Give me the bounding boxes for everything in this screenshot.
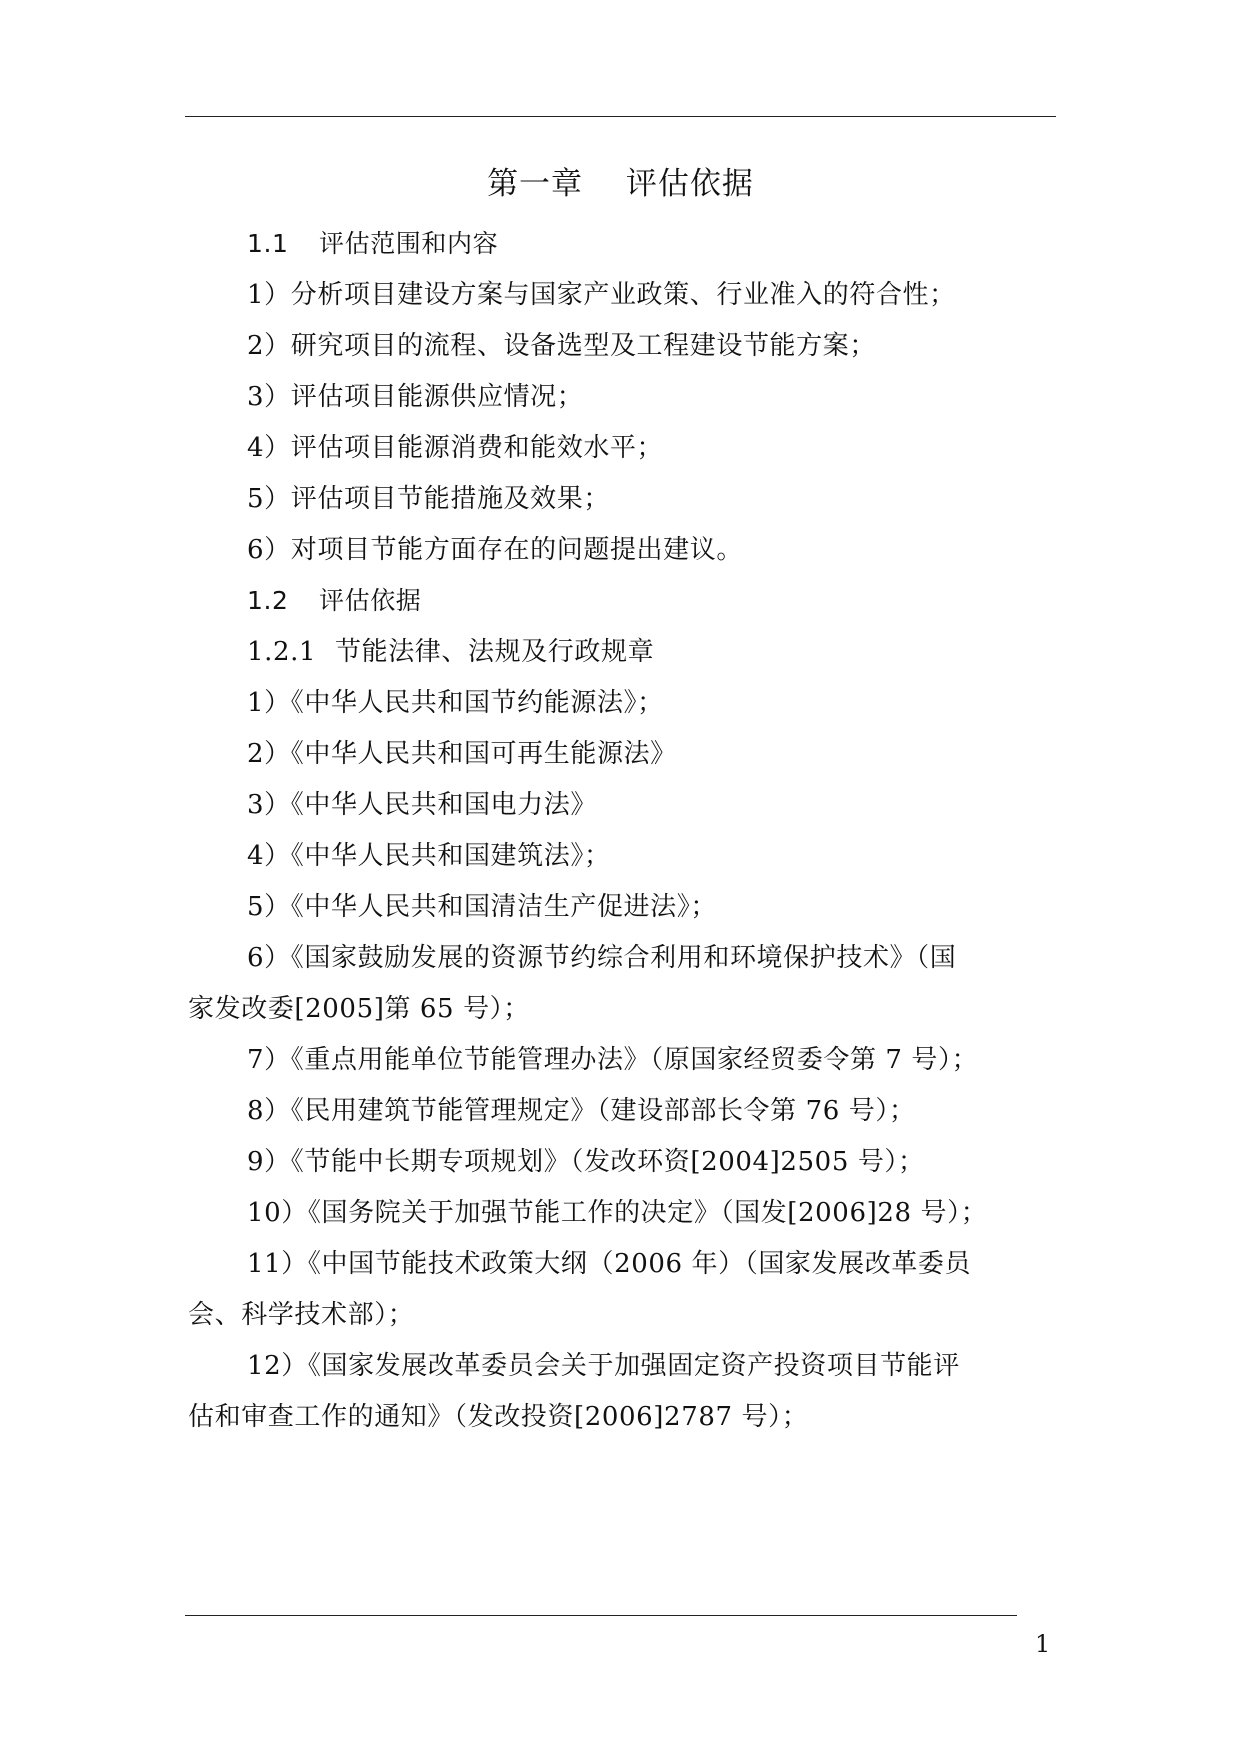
section-heading-1-2 (247, 584, 421, 618)
subsection-heading-1-2-1 (247, 635, 654, 669)
header-rule (185, 116, 1056, 117)
list-item: 8）《民用建筑节能管理规定》（建设部部长令第 76 号）； (247, 1096, 916, 1126)
list-item: 5）评估项目节能措施及效果； (247, 484, 610, 514)
list-item: 10）《国务院关于加强节能工作的决定》（国发[2006]28 号）； (247, 1198, 988, 1228)
page-number: 1 (1035, 1630, 1051, 1658)
list-item: 11）《中国节能技术政策大纲（2006 年）（国家发展改革委员 (247, 1249, 972, 1279)
list-item: 12）《国家发展改革委员会关于加强固定资产投资项目节能评 (247, 1351, 960, 1381)
list-item-continuation: 会、科学技术部）； (188, 1300, 415, 1330)
subsection-title: 节能法律、法规及行政规章 (335, 637, 655, 667)
list-item: 1）《中华人民共和国节约能源法》； (247, 688, 664, 718)
list-item: 4）评估项目能源消费和能效水平； (247, 433, 664, 463)
list-item: 6）对项目节能方面存在的问题提出建议。 (247, 535, 743, 565)
section-heading-1-1 (247, 227, 498, 261)
list-item-continuation: 家发改委[2005]第 65 号）； (188, 994, 530, 1024)
list-item: 2）研究项目的流程、设备选型及工程建设节能方案； (247, 331, 876, 361)
list-item: 9）《节能中长期专项规划》（发改环资[2004]2505 号）； (247, 1147, 925, 1177)
list-item: 5）《中华人民共和国清洁生产促进法》； (247, 892, 717, 922)
section-number: 1.2 (247, 586, 289, 615)
section-number: 1.1 (247, 229, 289, 258)
subsection-number: 1.2.1 (247, 637, 317, 667)
list-item: 3）《中华人民共和国电力法》 (247, 790, 597, 820)
list-item: 6）《国家鼓励发展的资源节约综合利用和环境保护技术》（国 (247, 943, 957, 973)
list-item: 3）评估项目能源供应情况； (247, 382, 584, 412)
list-item: 4）《中华人民共和国建筑法》； (247, 841, 611, 871)
list-item: 2）《中华人民共和国可再生能源法》 (247, 739, 677, 769)
footer-rule (185, 1615, 1017, 1616)
section-title: 评估依据 (319, 586, 422, 615)
list-item: 1）分析项目建设方案与国家产业政策、行业准入的符合性； (247, 280, 956, 310)
list-item: 7）《重点用能单位节能管理办法》（原国家经贸委令第 7 号）； (247, 1045, 979, 1075)
chapter-title: 第一章 评估依据 (487, 166, 754, 202)
list-item-continuation: 估和审查工作的通知》（发改投资[2006]2787 号）； (188, 1402, 809, 1432)
section-title: 评估范围和内容 (319, 229, 499, 258)
